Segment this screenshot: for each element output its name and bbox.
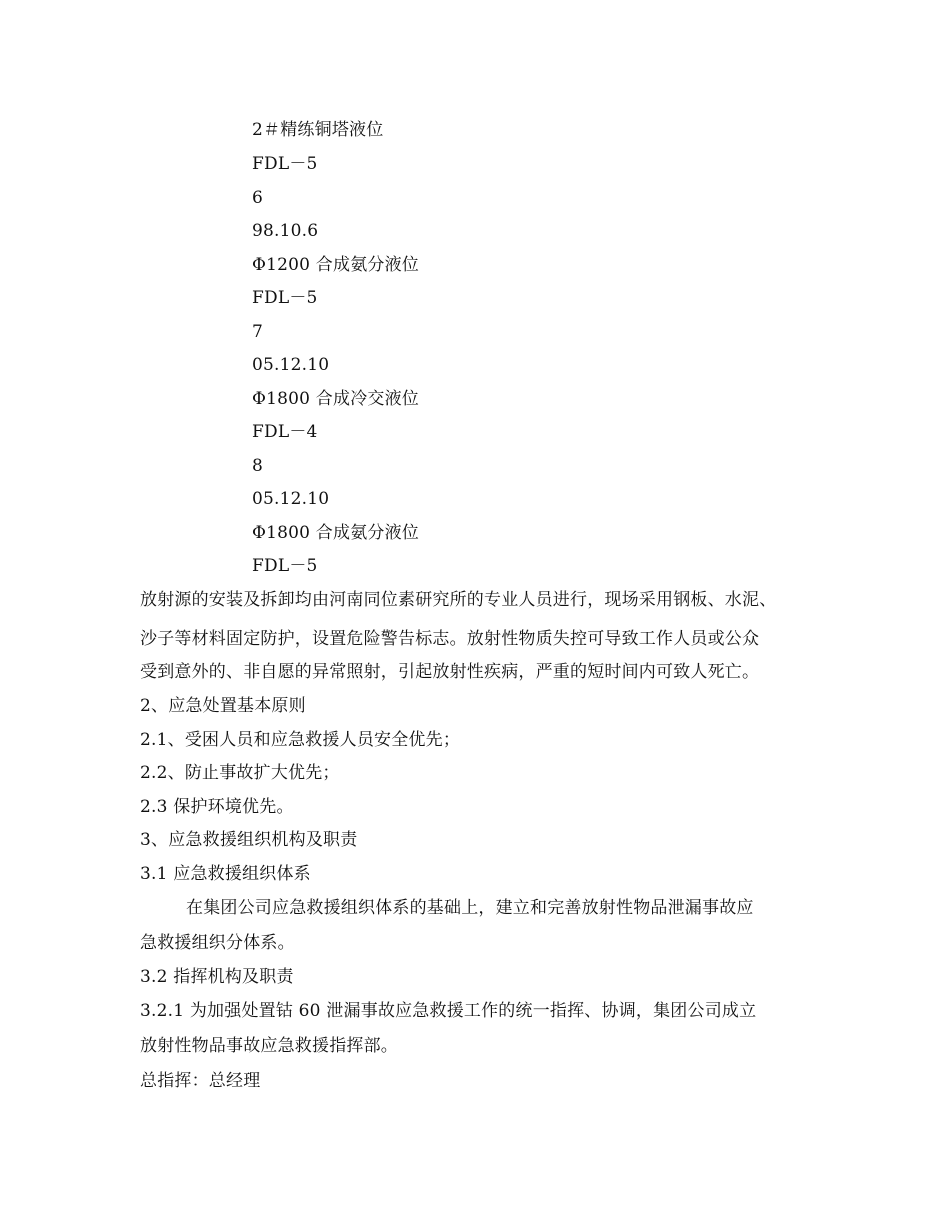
- table-cell-name: Φ1800 合成氨分液位: [252, 523, 420, 543]
- table-cell-name: Φ1200 合成氨分液位: [252, 255, 420, 275]
- subsection-heading: 3.2 指挥机构及职责: [140, 967, 294, 987]
- paragraph-line: 急救援组织分体系。: [140, 933, 295, 953]
- table-cell-date: 05.12.10: [252, 489, 330, 509]
- paragraph-line: 放射源的安装及拆卸均由河南同位素研究所的专业人员进行，现场采用钢板、水泥、: [140, 590, 777, 610]
- list-item: 2.2、防止事故扩大优先；: [140, 763, 340, 783]
- section-heading: 3、应急救援组织机构及职责: [140, 830, 358, 850]
- table-cell-model: FDL－4: [252, 422, 318, 442]
- paragraph-line: 3.2.1 为加强处置钴 60 泄漏事故应急救援工作的统一指挥、协调，集团公司成立: [140, 1001, 757, 1021]
- paragraph-line: 沙子等材料固定防护，设置危险警告标志。放射性物质失控可导致工作人员或公众: [140, 629, 760, 649]
- table-cell-index: 8: [252, 456, 264, 476]
- commander-line: 总指挥：总经理: [140, 1071, 261, 1091]
- subsection-heading: 3.1 应急救援组织体系: [140, 864, 311, 884]
- table-cell-date: 05.12.10: [252, 355, 330, 375]
- table-cell-name: Φ1800 合成冷交液位: [252, 389, 420, 409]
- section-heading: 2、应急处置基本原则: [140, 696, 306, 716]
- table-cell-date: 98.10.6: [252, 221, 319, 241]
- table-cell-index: 7: [252, 322, 264, 342]
- list-item: 2.1、受困人员和应急救援人员安全优先；: [140, 730, 461, 750]
- list-item: 2.3 保护环境优先。: [140, 797, 294, 817]
- paragraph-line: 受到意外的、非自愿的异常照射，引起放射性疾病，严重的短时间内可致人死亡。: [140, 662, 760, 682]
- table-cell-name: 2＃精练铜塔液位: [252, 120, 384, 140]
- table-cell-index: 6: [252, 188, 264, 208]
- paragraph-line: 在集团公司应急救援组织体系的基础上，建立和完善放射性物品泄漏事故应: [186, 898, 754, 918]
- table-cell-model: FDL－5: [252, 556, 318, 576]
- paragraph-line: 放射性物品事故应急救援指挥部。: [140, 1036, 398, 1056]
- table-cell-model: FDL－5: [252, 154, 318, 174]
- table-cell-model: FDL－5: [252, 288, 318, 308]
